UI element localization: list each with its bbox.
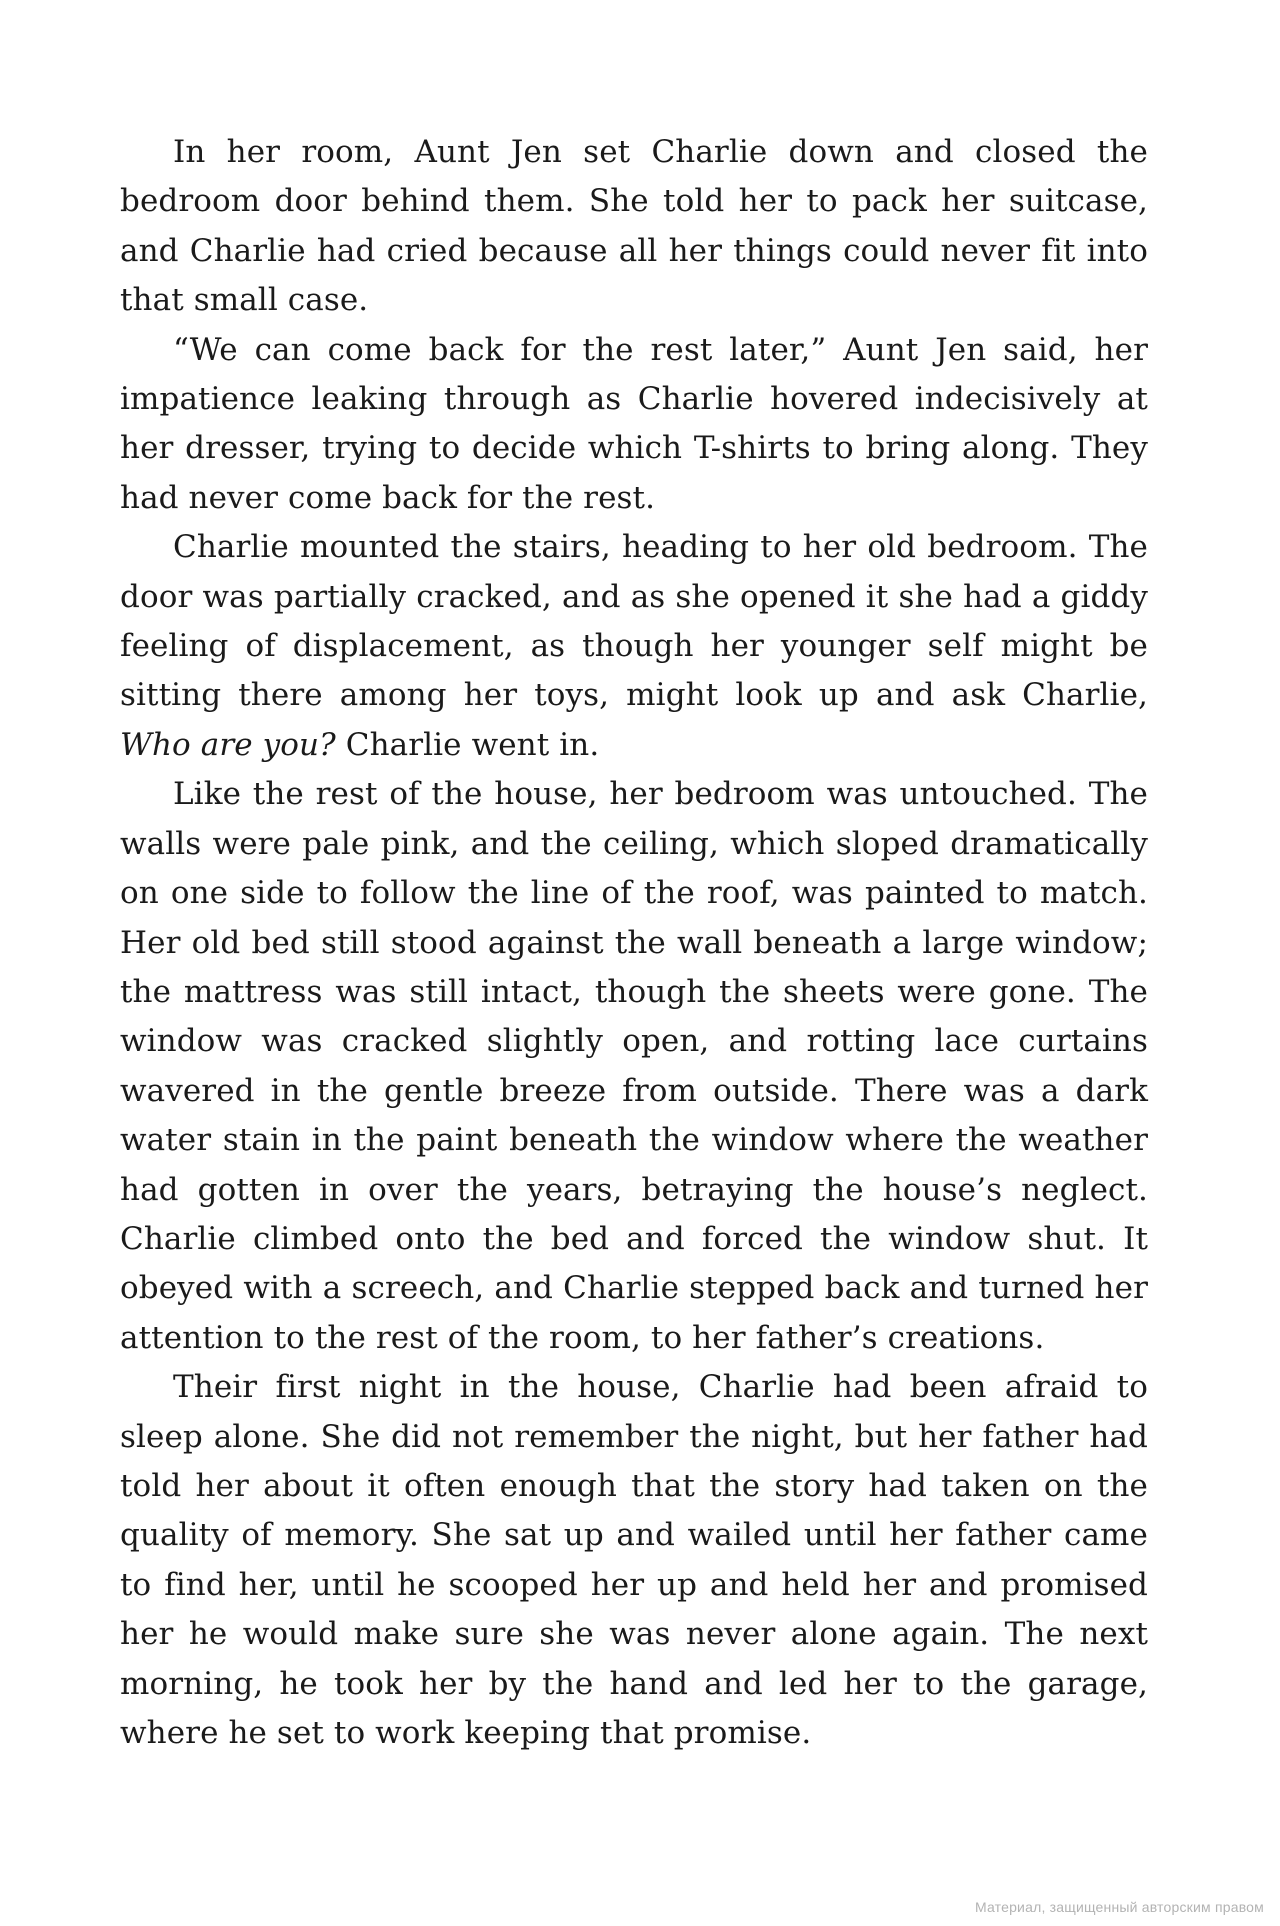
paragraph-3-text-after: Charlie went in. (335, 726, 600, 763)
copyright-watermark: Материал, защищенный авторским правом (974, 1899, 1264, 1915)
book-page (120, 128, 1148, 1758)
paragraph-2: “We can come back for the rest later,” Aunt Jen said, her impatience leaking through as Charlie hovered indecisively at her dresser, trying to decide which T-shirts to bring along. They had never come back for the rest. (120, 331, 1148, 516)
paragraph-5: Their first night in the house, Charlie had been afraid to sleep alone. She did not remember the night, but her father had told her about it often enough that the story had taken on the quality of memory. She sat up and wailed until her father came to find her, until he scooped her up and held her and promised her he would make sure she was never alone again. The next morning, he took her by the hand and led her to the garage, where he set to work keeping that promise. (120, 1369, 1148, 1751)
paragraph-3-italic: Who are you? (120, 726, 336, 763)
paragraph-3 (120, 523, 1148, 770)
paragraph-1: In her room, Aunt Jen set Charlie down and closed the bedroom door behind them. She told her to pack her suitcase, and Charlie had cried because all her things could never fit into that small case. (120, 134, 1148, 319)
paragraph-3-text-before: Charlie mounted the stairs, heading to her old bedroom. The door was partially cracked, and as she opened it she had a giddy feeling of displacement, as though her younger self might be sitting there among her toys, might look up and ask Charlie, (120, 529, 1148, 714)
paragraph-4: Like the rest of the house, her bedroom was untouched. The walls were pale pink, and the ceiling, which sloped dramatically on one side to follow the line of the roof, was painted to match. Her old bed still stood against the wall beneath a large window; the mattress was still intact, though the sheets were gone. The window was cracked slightly open, and rotting lace curtains wavered in the gentle breeze from outside. There was a dark water stain in the paint beneath the window where the weather had gotten in over the years, betraying the house’s neglect. Charlie climbed onto the bed and forced the window shut. It obeyed with a screech, and Charlie stepped back and turned her attention to the rest of the room, to her father’s creations. (120, 776, 1148, 1356)
